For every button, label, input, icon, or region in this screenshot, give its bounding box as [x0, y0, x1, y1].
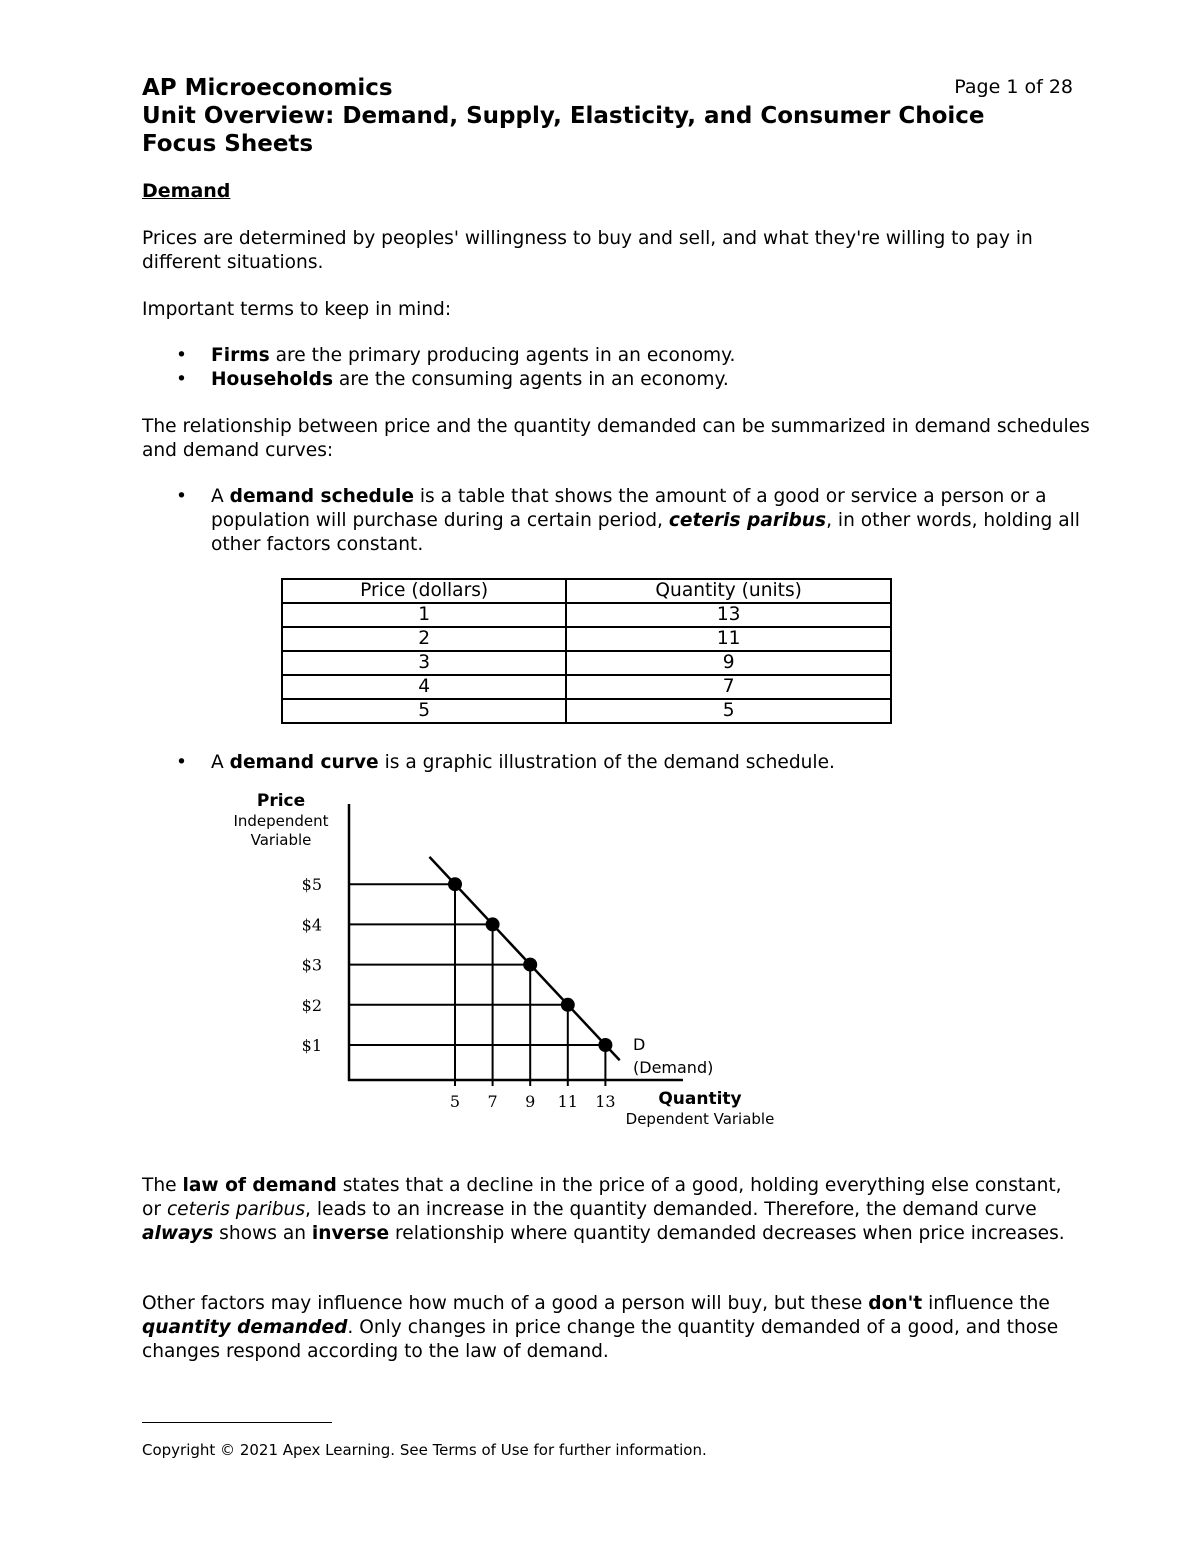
- y-tick-label: $2: [301, 995, 322, 1015]
- bullet-icon: •: [176, 752, 187, 773]
- other-factors-paragraph: [142, 1292, 1092, 1364]
- demand-point: [486, 917, 500, 931]
- demand-point: [448, 877, 462, 891]
- x-tick-label: 7: [487, 1092, 498, 1111]
- terms-intro: Important terms to keep in mind:: [142, 299, 452, 320]
- bullet-icon: •: [176, 369, 187, 390]
- price-cell: 3: [282, 651, 566, 675]
- quantity-cell: 13: [566, 603, 891, 627]
- x-tick-label: 11: [557, 1092, 578, 1111]
- page-number: Page 1 of 28: [954, 76, 1073, 98]
- text: A: [211, 486, 230, 507]
- ceteris-paribus: ceteris paribus: [166, 1199, 306, 1220]
- term-law-of-demand: law of demand: [182, 1175, 337, 1196]
- bullet-icon: •: [176, 486, 187, 507]
- emphasis-always: always: [142, 1223, 214, 1244]
- curve-label-sub: (Demand): [633, 1058, 714, 1077]
- law-of-demand-paragraph: [142, 1174, 1072, 1246]
- text: relationship where quantity demanded decreases when price increases.: [389, 1223, 1065, 1244]
- course-title: AP Microeconomics: [142, 75, 393, 101]
- bullet-icon: •: [176, 345, 187, 366]
- footer-divider: [142, 1422, 332, 1423]
- x-axis-subtitle: Dependent Variable: [625, 1110, 775, 1128]
- y-tick-label: $4: [301, 915, 322, 935]
- text: . Only changes in price change the quantity demanded of a good, and those changes respond according to the law of demand.: [142, 1317, 1059, 1362]
- y-axis-subtitle: Variable: [250, 831, 312, 849]
- copyright-notice: Copyright © 2021 Apex Learning. See Terms of Use for further information.: [142, 1441, 707, 1459]
- y-axis-title: Price: [256, 791, 306, 811]
- demand-point: [561, 998, 575, 1012]
- term-label: Households: [211, 369, 334, 390]
- quantity-cell: 9: [566, 651, 891, 675]
- quantity-cell: 5: [566, 699, 891, 723]
- price-cell: 5: [282, 699, 566, 723]
- quantity-cell: 7: [566, 675, 891, 699]
- text: Other factors may influence how much of a good a person will buy, but these: [142, 1293, 869, 1314]
- y-tick-label: $3: [301, 955, 322, 975]
- emphasis-quantity-demanded: quantity demanded: [142, 1317, 348, 1338]
- y-tick-label: $5: [301, 875, 322, 895]
- curve-label: D: [633, 1035, 646, 1054]
- unit-title: Unit Overview: Demand, Supply, Elasticity, and Consumer Choice: [142, 103, 985, 129]
- term-demand-curve: demand curve: [229, 752, 379, 773]
- price-cell: 1: [282, 603, 566, 627]
- price-column-header: Price (dollars): [282, 579, 566, 603]
- term-text: are the primary producing agents in an economy.: [269, 345, 736, 366]
- y-tick-label: $1: [301, 1036, 322, 1055]
- y-axis-subtitle: Independent: [233, 812, 329, 830]
- price-cell: 2: [282, 627, 566, 651]
- text: , in other words, holding all other factors constant.: [211, 510, 1080, 555]
- text: A: [211, 752, 230, 773]
- ceteris-paribus: ceteris paribus: [668, 510, 827, 531]
- text: is a table that shows the amount of a good or service a person or a population will purchase during a certain period,: [211, 486, 1047, 531]
- emphasis-inverse: inverse: [311, 1223, 390, 1244]
- relationship-paragraph: The relationship between price and the quantity demanded can be summarized in demand schedules and demand curves:: [142, 416, 1090, 461]
- quantity-column-header: Quantity (units): [566, 579, 891, 603]
- x-tick-label: 9: [525, 1092, 536, 1111]
- quantity-cell: 11: [566, 627, 891, 651]
- text: , leads to an increase in the quantity demanded. Therefore, the demand curve: [305, 1199, 1037, 1220]
- x-tick-label: 5: [449, 1092, 461, 1111]
- x-tick-label: 13: [595, 1092, 616, 1111]
- term-text: are the consuming agents in an economy.: [333, 369, 729, 390]
- intro-paragraph: Prices are determined by peoples' willingness to buy and sell, and what they're willing to pay in different situations.: [142, 228, 1033, 273]
- demand-point: [523, 958, 537, 972]
- emphasis-dont: don't: [868, 1293, 923, 1314]
- section-title-demand: Demand: [142, 180, 231, 202]
- text: is a graphic illustration of the demand schedule.: [378, 752, 835, 773]
- price-cell: 4: [282, 675, 566, 699]
- term-demand-schedule: demand schedule: [229, 486, 414, 507]
- unit-subtitle: Focus Sheets: [142, 131, 314, 157]
- text: influence the: [922, 1293, 1050, 1314]
- x-axis-title: Quantity: [658, 1089, 742, 1109]
- term-label: Firms: [211, 345, 270, 366]
- text: The: [142, 1175, 183, 1196]
- text: states that a decline in the price of a good, holding everything else constant, or: [142, 1175, 1062, 1220]
- text: shows an: [213, 1223, 312, 1244]
- demand-point: [598, 1038, 612, 1052]
